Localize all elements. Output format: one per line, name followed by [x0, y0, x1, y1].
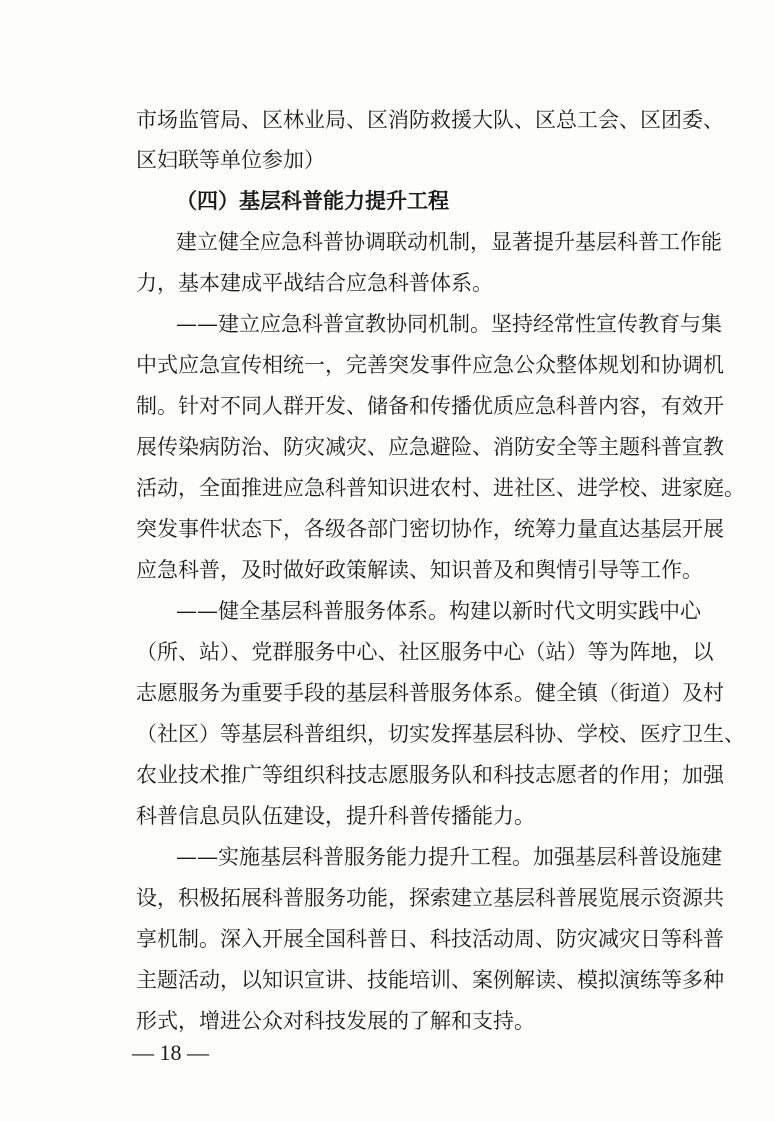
text-line: 农业技术推广等组织科技志愿服务队和科技志愿者的作用；加强 — [136, 763, 724, 787]
text-line: 科普信息员队伍建设，提升科普传播能力。 — [136, 804, 535, 828]
text-line: ——建立应急科普宣教协同机制。坚持经常性宣传教育与集 — [176, 312, 722, 336]
text-line: （社区）等基层科普组织，切实发挥基层科协、学校、医疗卫生、 — [136, 722, 745, 746]
text-line: ——健全基层科普服务体系。构建以新时代文明实践中心 — [176, 599, 701, 623]
text-line: 活动，全面推进应急科普知识进农村、进社区、进学校、进家庭。 — [136, 476, 745, 500]
text-line: 志愿服务为重要手段的基层科普服务体系。健全镇（街道）及村 — [136, 681, 724, 705]
text-line: ——实施基层科普服务能力提升工程。加强基层科普设施建 — [176, 845, 722, 869]
text-line: 主题活动，以知识宣讲、技能培训、案例解读、模拟演练等多种 — [136, 968, 724, 992]
text-line: 制。针对不同人群开发、储备和传播优质应急科普内容，有效开 — [136, 394, 724, 418]
text-line: 突发事件状态下，各级各部门密切协作，统筹力量直达基层开展 — [136, 517, 724, 541]
text-line: 享机制。深入开展全国科普日、科技活动周、防灾减灾日等科普 — [136, 927, 724, 951]
text-line: 中式应急宣传相统一，完善突发事件应急公众整体规划和协调机 — [136, 353, 724, 377]
text-line: 形式，增进公众对科技发展的了解和支持。 — [136, 1009, 535, 1033]
text-line: 设，积极拓展科普服务功能，探索建立基层科普展览展示资源共 — [136, 886, 724, 910]
text-line: 应急科普，及时做好政策解读、知识普及和舆情引导等工作。 — [136, 558, 703, 582]
page-number: — 18 — — [132, 1040, 209, 1065]
section-heading: （四）基层科普能力提升工程 — [176, 188, 449, 213]
text-line: （所、站）、党群服务中心、社区服务中心（站）等为阵地，以 — [136, 640, 714, 664]
text-line: 区妇联等单位参加） — [136, 148, 325, 172]
text-line: 建立健全应急科普协调联动机制，显著提升基层科普工作能 — [176, 230, 722, 254]
text-line: 力，基本建成平战结合应急科普体系。 — [136, 271, 493, 295]
text-line: 展传染病防治、防灾减灾、应急避险、消防安全等主题科普宣教 — [136, 435, 724, 459]
text-line: 市场监管局、区林业局、区消防救援大队、区总工会、区团委、 — [136, 108, 724, 132]
